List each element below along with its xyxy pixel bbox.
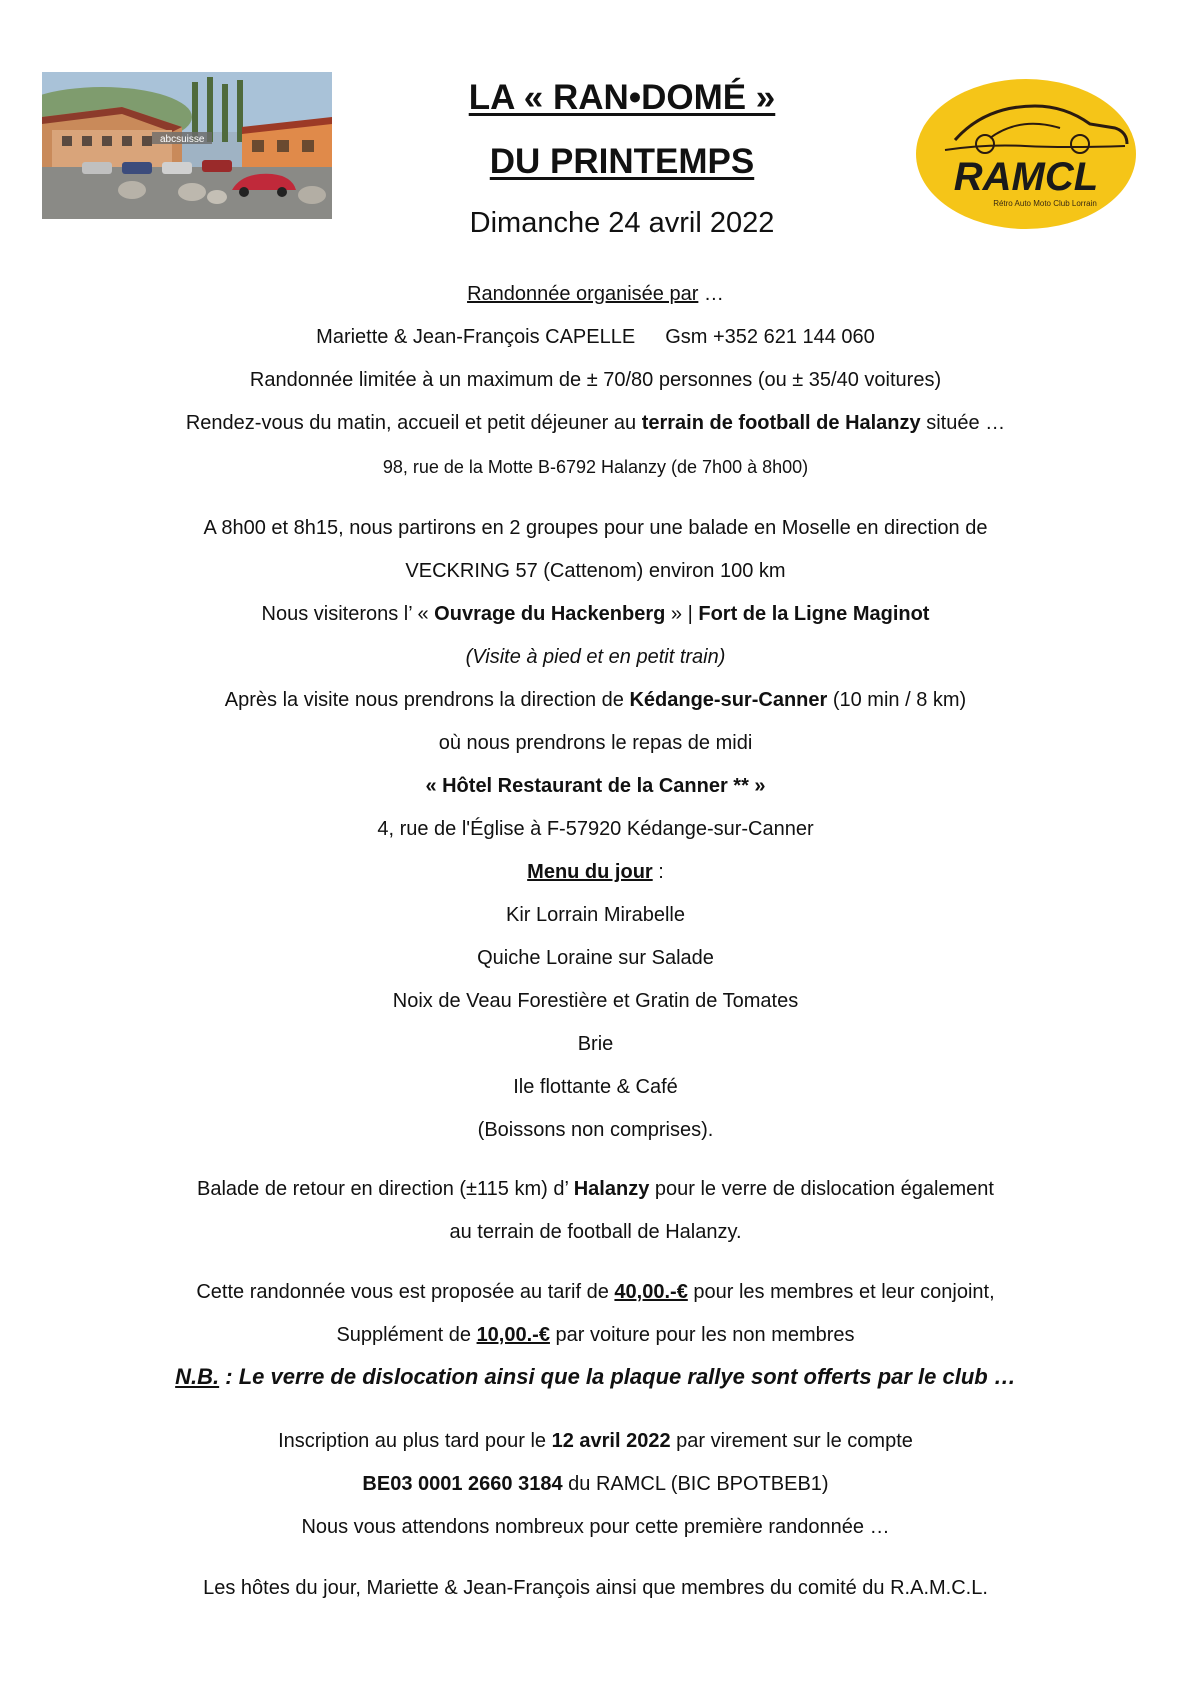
return-line2: au terrain de football de Halanzy. [449,1221,742,1243]
menu-item: Quiche Loraine sur Salade [477,947,714,969]
price-line: Cette randonnée vous est proposée au tarif de 40,00.-€ pour les membres et leur conjoint, [196,1281,995,1303]
visit-note: (Visite à pied et en petit train) [465,646,726,668]
after-visit-line: Après la visite nous prendrons la direction de Kédange-sur-Canner (10 min / 8 km) [224,689,967,711]
menu-item: (Boissons non comprises). [477,1119,714,1141]
rdv-line: Rendez-vous du matin, accueil et petit déjeuner au terrain de football de Halanzy située … [185,412,1006,434]
iban: BE03 0001 2660 3184 [362,1473,563,1495]
depart-line1: A 8h00 et 8h15, nous partirons en 2 groupes pour une balade en Moselle en direction de [203,517,988,539]
visit-line: Nous visiterons l’ « Ouvrage du Hackenberg » | Fort de la Ligne Maginot [261,603,930,625]
rdv-venue: terrain de football de Halanzy [641,412,921,434]
organised-line: Randonnée organisée par … [467,283,724,305]
organisers: Mariette & Jean-François CAPELLE [316,326,636,348]
organisers-line [80,325,1111,349]
header-photo [42,72,332,219]
menu-item: Noix de Veau Forestière et Gratin de Tomates [392,990,799,1012]
title-line1: LA « RAN•DOMÉ » [468,78,776,117]
address1: 98, rue de la Motte B-6792 Halanzy (de 7h00 à 8h00) [382,457,809,477]
building-photo-illustration [42,72,332,219]
phone: Gsm +352 621 144 060 [665,326,875,348]
depart-line2: VECKRING 57 (Cattenom) environ 100 km [405,560,786,582]
menu-item: Brie [577,1033,614,1055]
event-date: Dimanche 24 avril 2022 [469,207,775,239]
inscription-line: Inscription au plus tard pour le 12 avril 2022 par virement sur le compte [278,1430,913,1452]
menu-item: Ile flottante & Café [513,1076,678,1098]
nb-line: N.B. : Le verre de dislocation ainsi que la plaque rallye sont offerts par le club … [175,1364,1016,1389]
menu-heading: Menu du jour : [527,861,664,883]
return-line: Balade de retour en direction (±115 km) d’ Halanzy pour le verre de dislocation également [197,1178,994,1200]
limit-line: Randonnée limitée à un maximum de ± 70/80 personnes (ou ± 35/40 voitures) [249,369,942,391]
closing-line: Nous vous attendons nombreux pour cette première randonnée … [301,1516,890,1538]
title-line2: DU PRINTEMPS [489,142,755,181]
logo-tagline: Rétro Auto Moto Club Lorrain [993,199,1097,208]
supplement-value: 10,00.-€ [476,1324,550,1346]
restaurant-name: « Hôtel Restaurant de la Canner ** » [425,775,766,797]
address2: 4, rue de l'Église à F-57920 Kédange-sur-Canner [377,818,814,840]
ramcl-logo [915,78,1137,230]
price-value: 40,00.-€ [614,1281,688,1303]
supplement-line: Supplément de 10,00.-€ par voiture pour les non membres [336,1324,855,1346]
signature-line: Les hôtes du jour, Mariette & Jean-François ainsi que membres du comité du R.A.M.C.L. [203,1577,988,1599]
menu-item: Kir Lorrain Mirabelle [506,904,685,926]
lunch-line: où nous prendrons le repas de midi [438,732,753,754]
iban-line: BE03 0001 2660 3184 du RAMCL (BIC BPOTBEB1) [362,1473,829,1495]
car-logo-icon [915,78,1137,230]
logo-text: RAMCL [953,155,1099,199]
photo-watermark: abcsuisse [160,134,205,145]
organised-label: Randonnée organisée par [467,283,699,305]
